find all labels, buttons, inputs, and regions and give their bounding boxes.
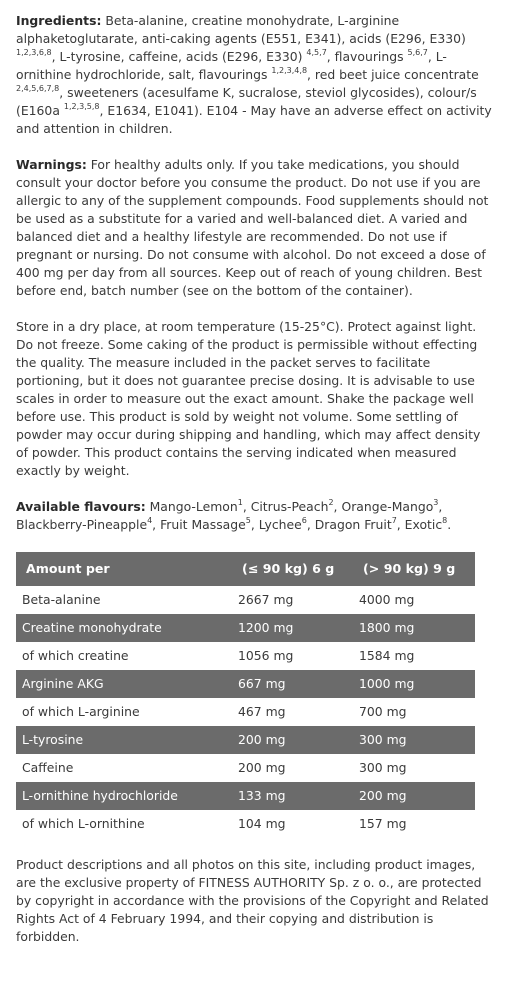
- nutrient-name: Arginine AKG: [16, 670, 232, 698]
- nutrient-name: Beta-alanine: [16, 586, 232, 614]
- flavour-name: Citrus-Peach: [250, 499, 329, 514]
- footnote-mark: 4,5,7: [306, 48, 327, 57]
- nutrient-amount: 133 mg: [232, 782, 353, 810]
- table-body: [16, 586, 475, 838]
- footnote-mark: 7: [391, 516, 397, 525]
- table-header-row: [16, 552, 475, 586]
- nutrient-amount: 2667 mg: [232, 586, 353, 614]
- flavour-name: Orange-Mango: [341, 499, 434, 514]
- separator: ,: [396, 517, 405, 532]
- footnote-mark: 5,6,7: [407, 48, 428, 57]
- column-header: Amount per: [16, 552, 232, 586]
- column-header: (> 90 kg) 9 g: [353, 552, 475, 586]
- storage-paragraph: Store in a dry place, at room temperature (15-25°C). Protect against light. Do not freeze. Some caking of the product is permissible without effecting the quality. The measure included in the packet serves to facilitate portioning, but it does not guarantee precise dosing. It is advisable to use scales in order to measure out the exact amount. Shake the package well before use. This product is sold by weight not volume. Some settling of powder may occur during shipping and handling, which may affect density of powder. This product contains the serving indicated when measured exactly by weight.: [16, 319, 481, 478]
- nutrient-amount: 200 mg: [232, 726, 353, 754]
- footnote-mark: 6: [301, 516, 307, 525]
- flavours-paragraph: [16, 498, 492, 534]
- separator: ,: [333, 499, 342, 514]
- flavour-name: Lychee: [258, 517, 302, 532]
- ingredients-text: Beta-alanine, creatine monohydrate, L-arginine alphaketoglutarate, anti-caking agents (E551, E341), acids (E296, E330): [16, 13, 466, 46]
- nutrient-amount: 467 mg: [232, 698, 353, 726]
- footnote-mark: 1: [237, 498, 243, 507]
- table-row: [16, 726, 475, 754]
- flavour-name: Fruit Massage: [160, 517, 246, 532]
- nutrient-name: of which L-arginine: [16, 698, 232, 726]
- footnote-mark: 1,2,3,4,8: [271, 66, 308, 75]
- nutrient-amount: 1200 mg: [232, 614, 353, 642]
- separator: ,: [438, 499, 443, 514]
- separator: .: [447, 517, 452, 532]
- nutrient-amount: 667 mg: [232, 670, 353, 698]
- nutrient-name: L-tyrosine: [16, 726, 232, 754]
- ingredients-heading: Ingredients:: [16, 13, 102, 28]
- nutrient-amount: 1800 mg: [353, 614, 475, 642]
- footnote-mark: 5: [245, 516, 251, 525]
- table-row: [16, 698, 475, 726]
- nutrient-name: of which L-ornithine: [16, 810, 232, 838]
- nutrient-amount: 104 mg: [232, 810, 353, 838]
- footnote-mark: 3: [433, 498, 439, 507]
- table-row: [16, 810, 475, 838]
- nutrient-amount: 157 mg: [353, 810, 475, 838]
- ingredients-text: , L-tyrosine, caffeine, acids (E296, E330): [51, 49, 307, 64]
- nutrient-amount: 1584 mg: [353, 642, 475, 670]
- ingredients-text: , L-ornithine hydrochloride, salt, flavourings: [16, 49, 447, 82]
- ingredients-text: , sweeteners (acesulfame K, sucralose, steviol glycosides), colour/s (E160a: [16, 85, 477, 118]
- table-row: [16, 754, 475, 782]
- footnote-mark: 8: [442, 516, 448, 525]
- column-header: (≤ 90 kg) 6 g: [232, 552, 353, 586]
- separator: ,: [152, 517, 161, 532]
- table-row: [16, 614, 475, 642]
- nutrient-amount: 700 mg: [353, 698, 475, 726]
- flavour-name: Mango-Lemon: [145, 499, 238, 514]
- separator: ,: [306, 517, 315, 532]
- table-row: [16, 642, 475, 670]
- warnings-paragraph: [16, 156, 492, 300]
- nutrient-amount: 300 mg: [353, 726, 475, 754]
- nutrient-amount: 200 mg: [232, 754, 353, 782]
- warnings-heading: Warnings:: [16, 157, 87, 172]
- nutrient-amount: 4000 mg: [353, 586, 475, 614]
- nutrient-amount: 300 mg: [353, 754, 475, 782]
- footnote-mark: 2,4,5,6,7,8: [16, 84, 60, 93]
- nutrient-name: L-ornithine hydrochloride: [16, 782, 232, 810]
- flavour-name: Blackberry-Pineapple: [16, 517, 148, 532]
- warnings-text: For healthy adults only. If you take medications, you should consult your doctor before you consume the product. Do not use if you are allergic to any of the supplement compounds. Food supplements should not be used as a substitute for a varied and well-balanced diet. A varied and balanced diet and a healthy lifestyle are recommended. Do not use if pregnant or nursing. Do not consume with alcohol. Do not exceed a dose of 400 mg per day from all sources. Keep out of reach of young children. Best before end, batch number (see on the bottom of the container).: [16, 157, 489, 298]
- flavour-name: Exotic: [404, 517, 443, 532]
- footnote-mark: 1,2,3,5,8: [63, 102, 100, 111]
- flavour-name: Dragon Fruit: [314, 517, 392, 532]
- nutrient-name: of which creatine: [16, 642, 232, 670]
- nutrient-amount: 200 mg: [353, 782, 475, 810]
- flavours-heading: Available flavours:: [16, 499, 146, 514]
- nutrient-name: Caffeine: [16, 754, 232, 782]
- table-row: [16, 670, 475, 698]
- footnote-mark: 2: [328, 498, 334, 507]
- nutrition-table: [16, 552, 475, 838]
- footnote-mark: 1,2,3,6,8: [16, 48, 52, 57]
- nutrient-amount: 1056 mg: [232, 642, 353, 670]
- ingredients-paragraph: [16, 12, 492, 138]
- copyright-notice: Product descriptions and all photos on this site, including product images, are the exclusive property of FITNESS AUTHORITY Sp. z o. o., are protected by copyright in accordance with the provisions of the Copyright and Related Rights Act of 4 February 1994, and their copying and distribution is forbidden.: [16, 857, 489, 944]
- ingredients-text: , red beet juice concentrate: [307, 67, 479, 82]
- separator: ,: [242, 499, 251, 514]
- footnote-mark: 4: [147, 516, 153, 525]
- table-row: [16, 782, 475, 810]
- table-row: [16, 586, 475, 614]
- ingredients-text: , flavourings: [326, 49, 408, 64]
- nutrient-name: Creatine monohydrate: [16, 614, 232, 642]
- nutrient-amount: 1000 mg: [353, 670, 475, 698]
- separator: ,: [250, 517, 259, 532]
- ingredients-text: , E1634, E1041). E104 - May have an adverse effect on activity and attention in children.: [16, 103, 492, 136]
